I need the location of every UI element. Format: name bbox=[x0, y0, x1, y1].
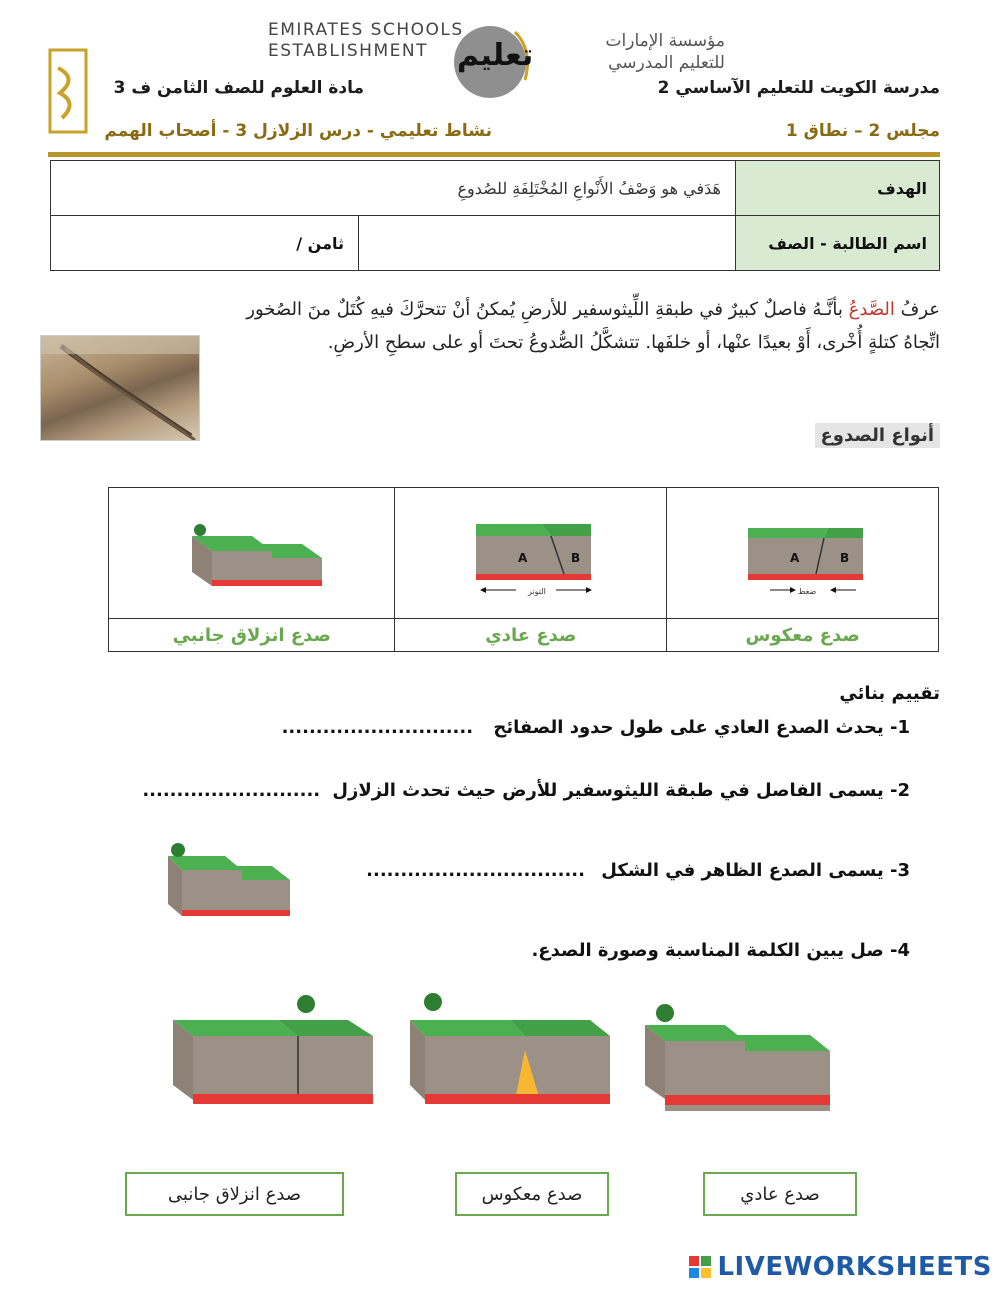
caption-reverse: صدع معكوس bbox=[667, 619, 939, 652]
class-field[interactable]: ثامن / bbox=[51, 216, 359, 271]
strike-slip-diagram bbox=[182, 506, 322, 596]
question-2-text: 2- يسمى الفاصل في طبقة الليثوسفير للأرض حيث تحدث الزلازل bbox=[332, 780, 910, 801]
match-diagram-left[interactable] bbox=[168, 990, 378, 1124]
header-rule bbox=[48, 152, 940, 157]
fault-term: الصَّدعُ bbox=[848, 299, 895, 320]
normal-label-a: A bbox=[517, 550, 528, 565]
caption-strike-slip: صدع انزلاق جانبي bbox=[109, 619, 395, 652]
definition-paragraph bbox=[80, 293, 940, 359]
foundation-line2: للتعليم المدرسي bbox=[608, 53, 725, 73]
liveworksheets-brand[interactable] bbox=[689, 1252, 992, 1282]
ese-line2: ESTABLISHMENT bbox=[268, 41, 428, 61]
question-4: 4- صل يبين الكلمة المناسبة وصورة الصدع. bbox=[531, 940, 910, 961]
student-name-field[interactable] bbox=[359, 216, 736, 271]
activity-line: نشاط تعليمي - درس الزلازل 3 - أصحاب الهمم bbox=[104, 121, 492, 141]
liveworksheets-icon bbox=[689, 1256, 711, 1278]
subject-line: مادة العلوم للصف الثامن ف 3 bbox=[113, 78, 364, 98]
fault-photo bbox=[40, 335, 200, 441]
reverse-fault-cell bbox=[667, 488, 939, 619]
caption-normal: صدع عادي bbox=[395, 619, 667, 652]
goal-label: الهدف bbox=[736, 161, 940, 216]
match-word-reverse[interactable]: صدع معكوس bbox=[455, 1172, 609, 1216]
match-diagram-right[interactable] bbox=[640, 995, 840, 1129]
match-word-normal[interactable]: صدع عادي bbox=[703, 1172, 857, 1216]
question-2 bbox=[142, 780, 910, 801]
reverse-force: ضغط bbox=[797, 586, 816, 596]
normal-fault-cell bbox=[395, 488, 667, 619]
goal-text: هَدَفي هو وَصْفُ الأَنْواعِ المُخْتَلِفَةِ للصُدوعِ bbox=[51, 161, 736, 216]
info-table bbox=[50, 160, 940, 271]
question-1-blank[interactable]: ............................ bbox=[281, 717, 474, 738]
question-3-text: 3- يسمى الصدع الظاهر في الشكل bbox=[601, 860, 910, 881]
question-1 bbox=[282, 717, 910, 738]
assessment-title: تقييم بنائي bbox=[839, 683, 940, 704]
fault-types-table bbox=[108, 487, 939, 652]
taalim-logo bbox=[445, 20, 540, 100]
ese-line1: EMIRATES SCHOOLS bbox=[268, 20, 464, 40]
definition-line2: اتِّجاهُ كتلةٍ أُخْرى، أَوْ بعيدًا عنْها، أو خلفَها. تتشكَّلُ الصُّدوعُ تحتَ أو على سطحِ الأرضِ. bbox=[327, 332, 940, 353]
foundation-line1: مؤسسة الإمارات bbox=[605, 31, 725, 51]
council-line: مجلس 2 – نطاق 1 bbox=[785, 121, 940, 141]
normal-force: التوتر bbox=[527, 586, 546, 596]
liveworksheets-text: LIVEWORKSHEETS bbox=[717, 1252, 992, 1282]
reverse-label-b: B bbox=[839, 550, 849, 565]
match-diagram-middle[interactable] bbox=[405, 990, 615, 1124]
question-3-blank[interactable]: ................................ bbox=[366, 860, 585, 881]
school-logo bbox=[48, 48, 88, 134]
definition-line1-rest: بأنَّـهُ فاصلٌ كبيرٌ في طبقةِ اللِّيثوسفير للأرضِ يُمكنُ أنْ تتحرَّكَ فيهِ كُتَلٌ منَ الصُخور bbox=[246, 299, 849, 320]
reverse-fault-diagram bbox=[728, 504, 878, 599]
reverse-label-a: A bbox=[789, 550, 799, 565]
definition-line1 bbox=[80, 293, 940, 326]
name-label: اسم الطالبة - الصف bbox=[736, 216, 940, 271]
definition-lead: عرفُ bbox=[900, 299, 940, 320]
question-3 bbox=[366, 860, 910, 881]
match-word-strike-slip[interactable]: صدع انزلاق جانبى bbox=[125, 1172, 344, 1216]
ese-logo-text bbox=[268, 20, 464, 62]
types-title: أنواع الصدوع bbox=[815, 423, 941, 448]
school-name: مدرسة الكويت للتعليم الآساسي 2 bbox=[657, 78, 940, 98]
strike-slip-cell bbox=[109, 488, 395, 619]
question-2-blank[interactable]: .......................... bbox=[142, 780, 321, 801]
normal-label-b: B bbox=[570, 550, 581, 565]
question-1-text: 1- يحدث الصدع العادي على طول حدود الصفائح bbox=[493, 717, 910, 738]
normal-fault-diagram bbox=[456, 504, 606, 599]
taalim-text: تعليم bbox=[457, 38, 534, 73]
foundation-logo-text bbox=[575, 30, 725, 74]
question-3-diagram bbox=[160, 838, 300, 937]
